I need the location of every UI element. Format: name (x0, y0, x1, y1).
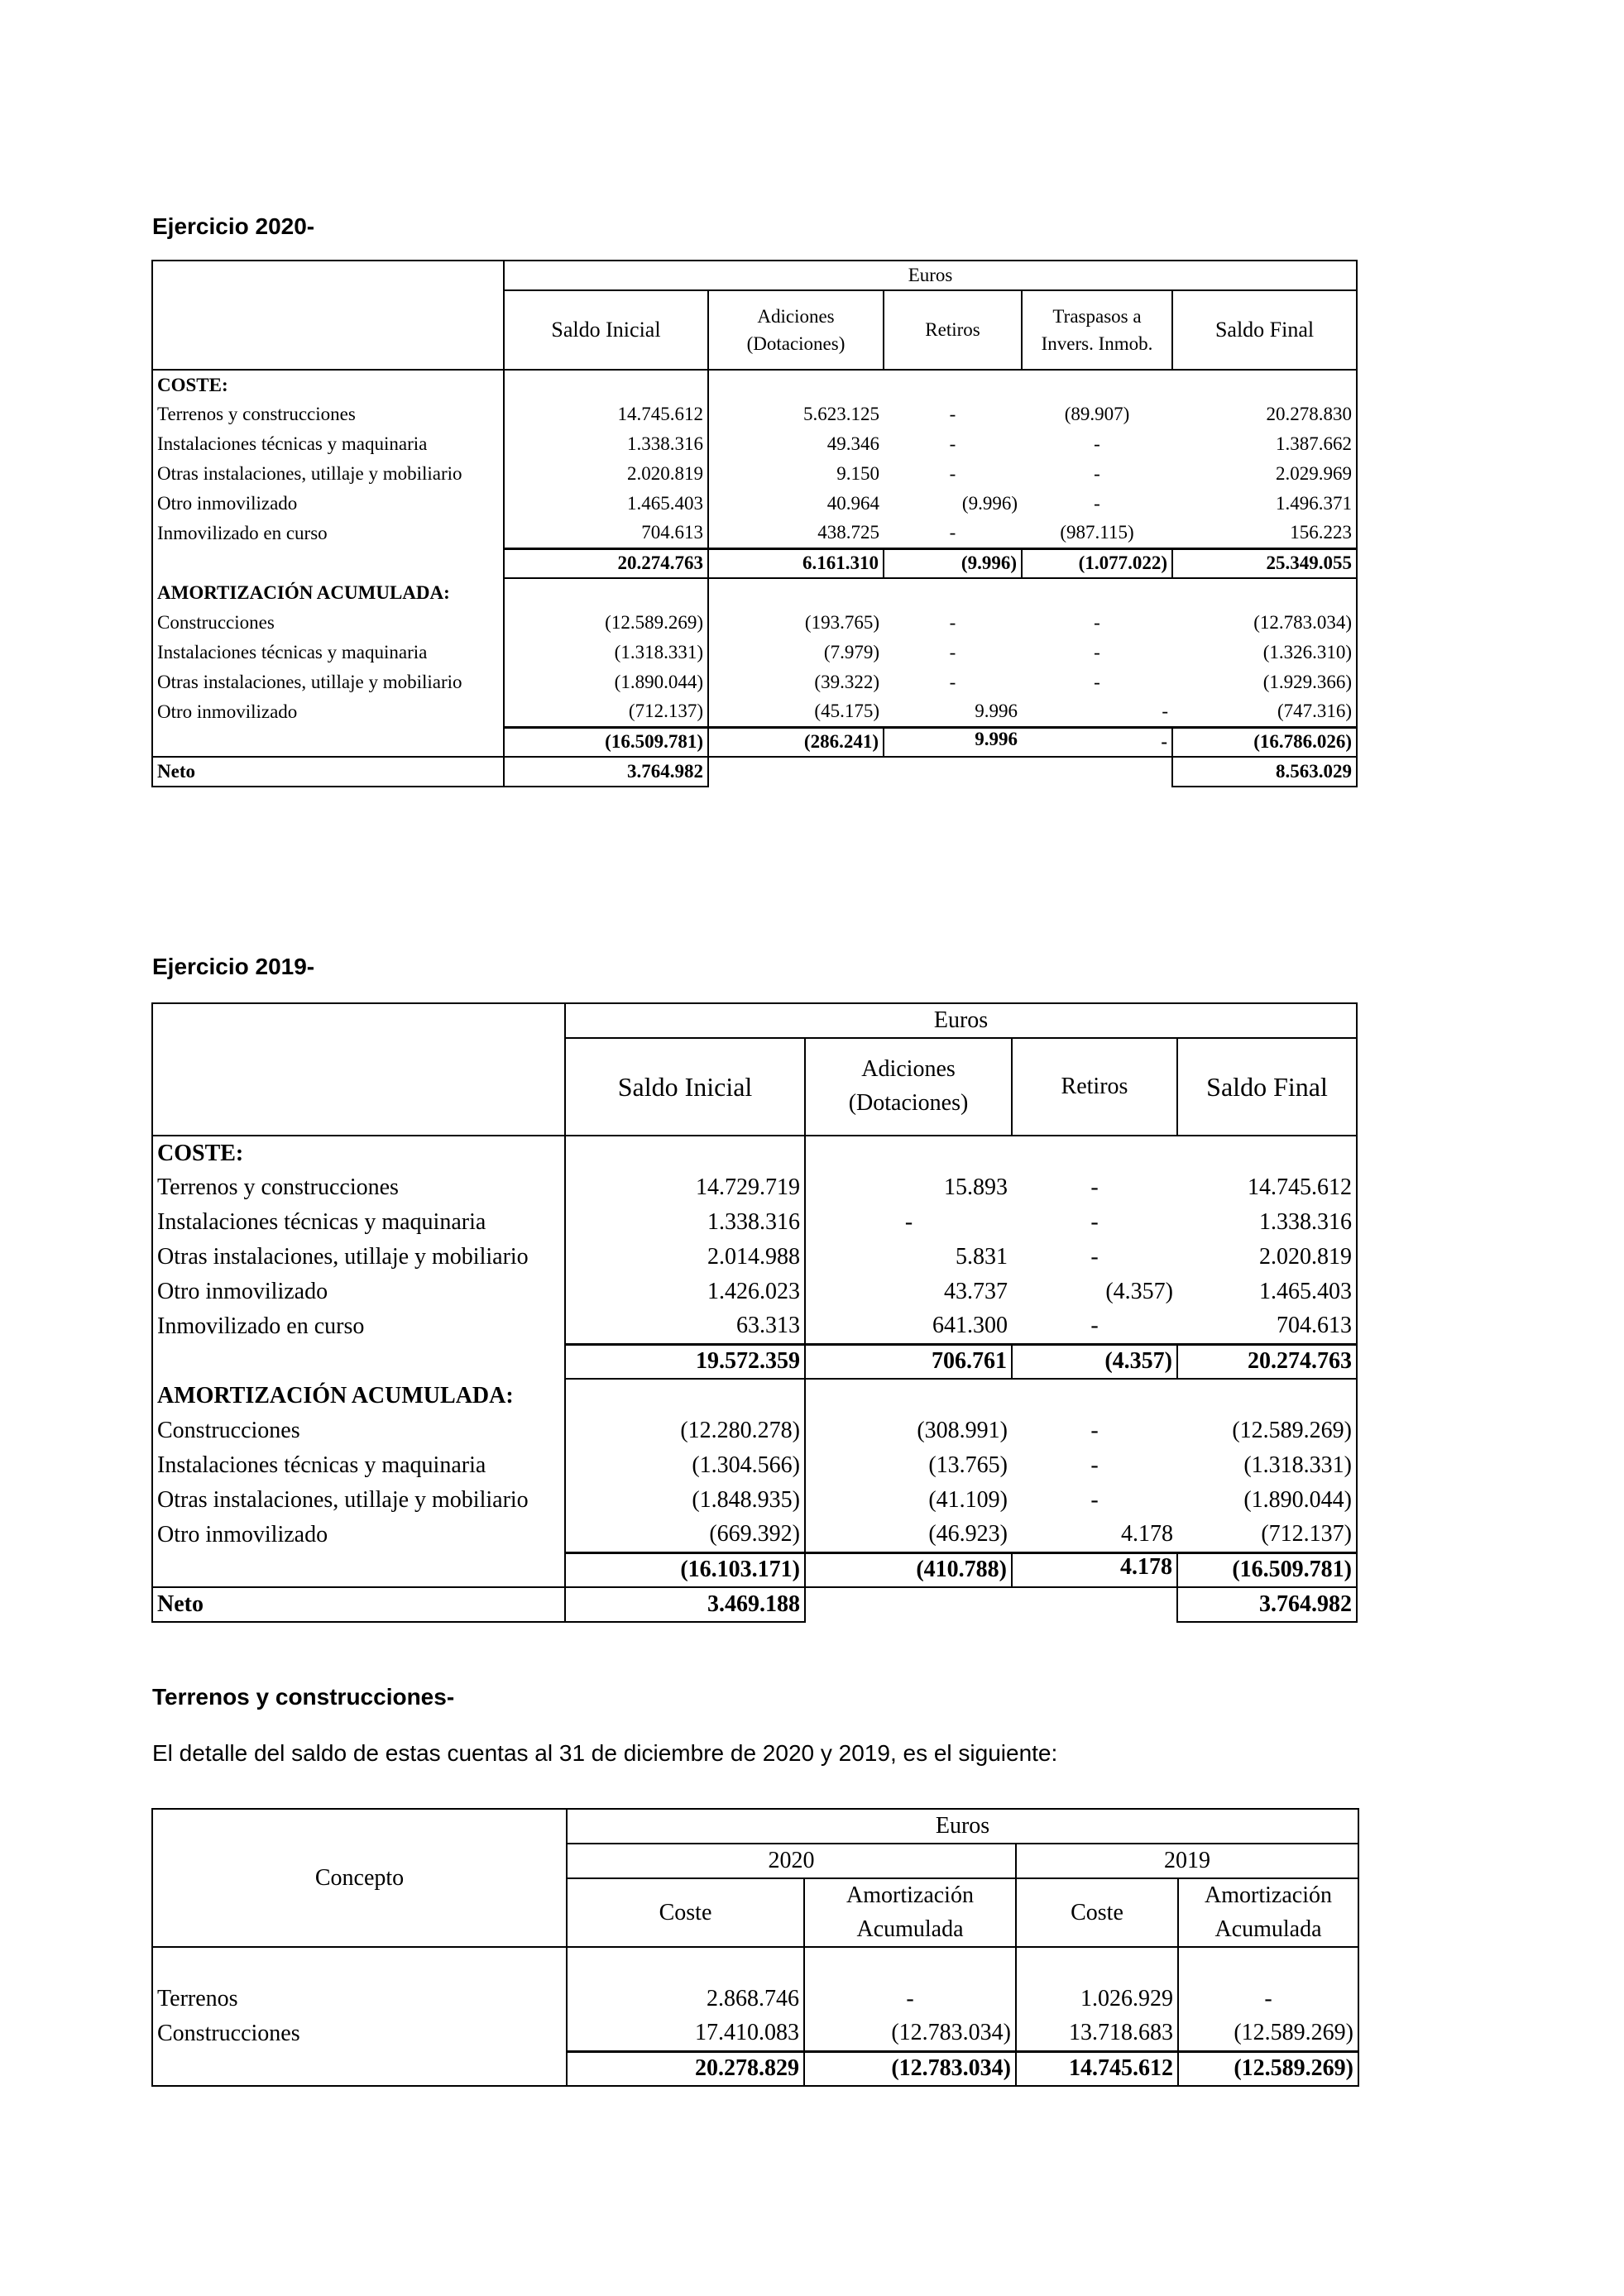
table-row: Terrenos y construcciones 14.729.719 15.893 - 14.745.612 (152, 1170, 1357, 1205)
table-row: Terrenos 2.868.746 - 1.026.929 - (152, 1982, 1358, 2016)
table-row: Inmovilizado en curso 704.613 438.725 - (987.115) 156.223 (152, 519, 1357, 548)
table-ejercicio-2020 (151, 260, 1358, 787)
header-saldo-inicial: Saldo Inicial (565, 1038, 805, 1136)
section-coste (152, 1136, 1357, 1170)
total-neto: Neto 3.469.188 3.764.982 (152, 1587, 1357, 1622)
header-euros: Euros (567, 1809, 1358, 1844)
table-row: Otras instalaciones, utillaje y mobiliario (1.890.044) (39.322) - - (1.929.366) (152, 667, 1357, 697)
label-coste: COSTE: (152, 370, 504, 399)
table-row: Terrenos y construcciones 14.745.612 5.623.125 - (89.907) 20.278.830 (152, 399, 1357, 429)
table-row: Otro inmovilizado 1.465.403 40.964 (9.996) - 1.496.371 (152, 489, 1357, 519)
header-row-euros (152, 261, 1357, 290)
header-row-columns (152, 1038, 1357, 1136)
section-amortizacion (152, 578, 1357, 608)
label-coste: COSTE: (152, 1136, 565, 1170)
header-euros: Euros (565, 1003, 1357, 1038)
total-row: 20.278.829 (12.783.034) 14.745.612 (12.589.269) (152, 2051, 1358, 2086)
section-coste (152, 370, 1357, 399)
header-row-euros (152, 1003, 1357, 1038)
header-adiciones: Adiciones (Dotaciones) (708, 290, 884, 370)
header-coste-2020: Coste (567, 1878, 804, 1947)
header-row-euros (152, 1809, 1358, 1844)
label-amortizacion: AMORTIZACIÓN ACUMULADA: (152, 578, 504, 608)
subtotal-amortizacion: (16.103.171) (410.788) 4.178 (16.509.781) (152, 1552, 1357, 1587)
label-amortizacion: AMORTIZACIÓN ACUMULADA: (152, 1379, 565, 1413)
header-traspasos: Traspasos a Invers. Inmob. (1022, 290, 1172, 370)
table-row: Otro inmovilizado (669.392) (46.923) 4.178 (712.137) (152, 1518, 1357, 1552)
table-row: Otras instalaciones, utillaje y mobiliario 2.020.819 9.150 - - 2.029.969 (152, 459, 1357, 489)
table-row: Otras instalaciones, utillaje y mobiliario (1.848.935) (41.109) - (1.890.044) (152, 1483, 1357, 1518)
header-row-columns (152, 290, 1357, 370)
table-row: Construcciones 17.410.083 (12.783.034) 13.718.683 (12.589.269) (152, 2016, 1358, 2051)
header-coste-2019: Coste (1016, 1878, 1178, 1947)
header-concepto: Concepto (152, 1809, 567, 1947)
table-row: Instalaciones técnicas y maquinaria (1.318.331) (7.979) - - (1.326.310) (152, 638, 1357, 667)
table-row: Instalaciones técnicas y maquinaria (1.304.566) (13.765) - (1.318.331) (152, 1448, 1357, 1483)
table-row: Otro inmovilizado (712.137) (45.175) 9.996 - (747.316) (152, 697, 1357, 727)
subtotal-coste: 19.572.359 706.761 (4.357) 20.274.763 (152, 1344, 1357, 1379)
table-row: Otras instalaciones, utillaje y mobiliario 2.014.988 5.831 - 2.020.819 (152, 1240, 1357, 1275)
paragraph-detalle-saldo: El detalle del saldo de estas cuentas al 31 de diciembre de 2020 y 2019, es el siguiente: (152, 1740, 1058, 1766)
table-row: Otro inmovilizado 1.426.023 43.737 (4.357) 1.465.403 (152, 1275, 1357, 1309)
subtotal-amortizacion: (16.509.781) (286.241) 9.996 - (16.786.026) (152, 727, 1357, 757)
header-year-2019: 2019 (1016, 1844, 1358, 1878)
header-year-2020: 2020 (567, 1844, 1016, 1878)
table-row: Construcciones (12.280.278) (308.991) - (12.589.269) (152, 1413, 1357, 1448)
header-amortizacion-2020: Amortización Acumulada (804, 1878, 1016, 1947)
subtotal-coste: 20.274.763 6.161.310 (9.996) (1.077.022) 25.349.055 (152, 548, 1357, 578)
table-ejercicio-2019 (151, 1002, 1358, 1623)
total-neto: Neto 3.764.982 8.563.029 (152, 757, 1357, 787)
table-row: Construcciones (12.589.269) (193.765) - - (12.783.034) (152, 608, 1357, 638)
header-saldo-final: Saldo Final (1177, 1038, 1357, 1136)
heading-ejercicio-2019: Ejercicio 2019- (152, 954, 315, 979)
header-retiros: Retiros (1012, 1038, 1177, 1136)
section-amortizacion (152, 1379, 1357, 1413)
table-row: Instalaciones técnicas y maquinaria 1.338.316 - - 1.338.316 (152, 1205, 1357, 1240)
header-amortizacion-2019: Amortización Acumulada (1178, 1878, 1358, 1947)
header-saldo-final: Saldo Final (1172, 290, 1357, 370)
header-saldo-inicial: Saldo Inicial (504, 290, 708, 370)
heading-ejercicio-2020: Ejercicio 2020- (152, 213, 315, 239)
table-row: Inmovilizado en curso 63.313 641.300 - 704.613 (152, 1309, 1357, 1344)
table-terrenos-construcciones (151, 1808, 1359, 2087)
header-euros: Euros (504, 261, 1357, 290)
heading-terrenos-construcciones: Terrenos y construcciones- (152, 1684, 455, 1710)
header-adiciones: Adiciones (Dotaciones) (805, 1038, 1012, 1136)
table-row: Instalaciones técnicas y maquinaria 1.338.316 49.346 - - 1.387.662 (152, 429, 1357, 459)
header-retiros: Retiros (884, 290, 1022, 370)
